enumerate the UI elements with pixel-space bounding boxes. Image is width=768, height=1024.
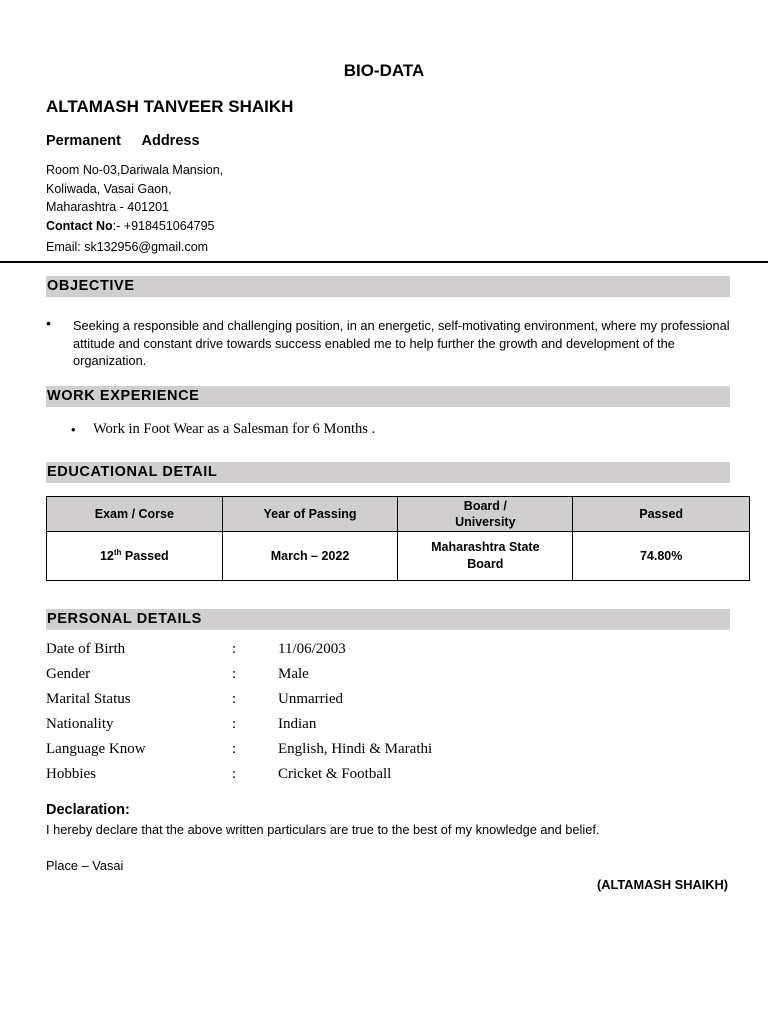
personal-detail-row — [46, 666, 746, 688]
section-heading-work-experience: WORK EXPERIENCE — [46, 386, 730, 407]
address-line: Room No-03,Dariwala Mansion, — [46, 163, 224, 177]
detail-separator: : — [232, 741, 237, 757]
address-line: Koliwada, Vasai Gaon, — [46, 182, 172, 196]
detail-value: Unmarried — [278, 691, 343, 707]
section-heading-objective: OBJECTIVE — [46, 276, 730, 297]
section-heading-education: EDUCATIONAL DETAIL — [46, 462, 730, 483]
table-cell-year: March – 2022 — [222, 532, 398, 581]
detail-label: Hobbies — [46, 766, 96, 782]
table-header-row — [47, 497, 750, 532]
exam-suffix: th — [113, 548, 122, 558]
bullet-icon: • — [71, 422, 76, 437]
contact-number — [46, 219, 215, 233]
contact-value: :- +918451064795 — [112, 219, 215, 233]
declaration-heading: Declaration: — [46, 802, 130, 818]
detail-value: 11/06/2003 — [278, 641, 346, 657]
bullet-icon: • — [46, 315, 51, 331]
detail-label: Date of Birth — [46, 641, 126, 657]
header-divider — [0, 261, 768, 263]
table-row — [47, 532, 750, 581]
personal-detail-row — [46, 691, 746, 713]
email-address: Email: sk132956@gmail.com — [46, 240, 209, 254]
address-heading: Permanent Address — [46, 133, 200, 149]
detail-value: Male — [278, 666, 309, 682]
personal-detail-row — [46, 741, 746, 763]
candidate-name: ALTAMASH TANVEER SHAIKH — [46, 97, 294, 116]
detail-value: Cricket & Football — [278, 766, 392, 782]
detail-label: Language Know — [46, 741, 146, 757]
document-title: BIO-DATA — [343, 61, 425, 80]
work-experience-item: Work in Foot Wear as a Salesman for 6 Months . — [93, 421, 376, 437]
detail-label: Nationality — [46, 716, 114, 732]
address-line: Maharashtra - 401201 — [46, 200, 169, 214]
detail-separator: : — [232, 716, 237, 732]
signature-name: (ALTAMASH SHAIKH) — [596, 877, 728, 892]
personal-detail-row — [46, 716, 746, 738]
objective-text: Seeking a responsible and challenging position, in an energetic, self-motivating environment, where my professional attitude and constant drive towards success enabled me to help further the growth and development of the organization. — [73, 318, 730, 368]
detail-value: English, Hindi & Marathi — [278, 741, 433, 757]
detail-separator: : — [232, 641, 237, 657]
detail-label: Marital Status — [46, 691, 131, 707]
personal-detail-row — [46, 641, 746, 663]
table-cell-exam — [47, 532, 223, 581]
table-cell-board — [398, 532, 573, 581]
exam-rest: Passed — [121, 549, 169, 564]
section-heading-personal-details: PERSONAL DETAILS — [46, 609, 730, 630]
education-table — [46, 496, 750, 581]
detail-value: Indian — [278, 716, 317, 732]
detail-separator: : — [232, 691, 237, 707]
column-header: Exam / Corse — [47, 497, 223, 532]
place: Place – Vasai — [46, 858, 124, 873]
contact-label: Contact No — [46, 219, 113, 233]
detail-separator: : — [232, 666, 237, 682]
detail-separator: : — [232, 766, 237, 782]
board-text: Maharashtra State Board — [431, 540, 540, 571]
table-cell-passed: 74.80% — [573, 532, 750, 581]
declaration-text: I hereby declare that the above written particulars are true to the best of my knowledge and belief. — [46, 822, 600, 837]
column-header: Year of Passing — [222, 497, 398, 532]
column-header: Passed — [573, 497, 750, 532]
personal-detail-row — [46, 766, 746, 788]
column-header — [398, 497, 573, 532]
exam-number: 12 — [99, 549, 114, 564]
column-header-text: Board / University — [455, 499, 516, 529]
detail-label: Gender — [46, 666, 91, 682]
